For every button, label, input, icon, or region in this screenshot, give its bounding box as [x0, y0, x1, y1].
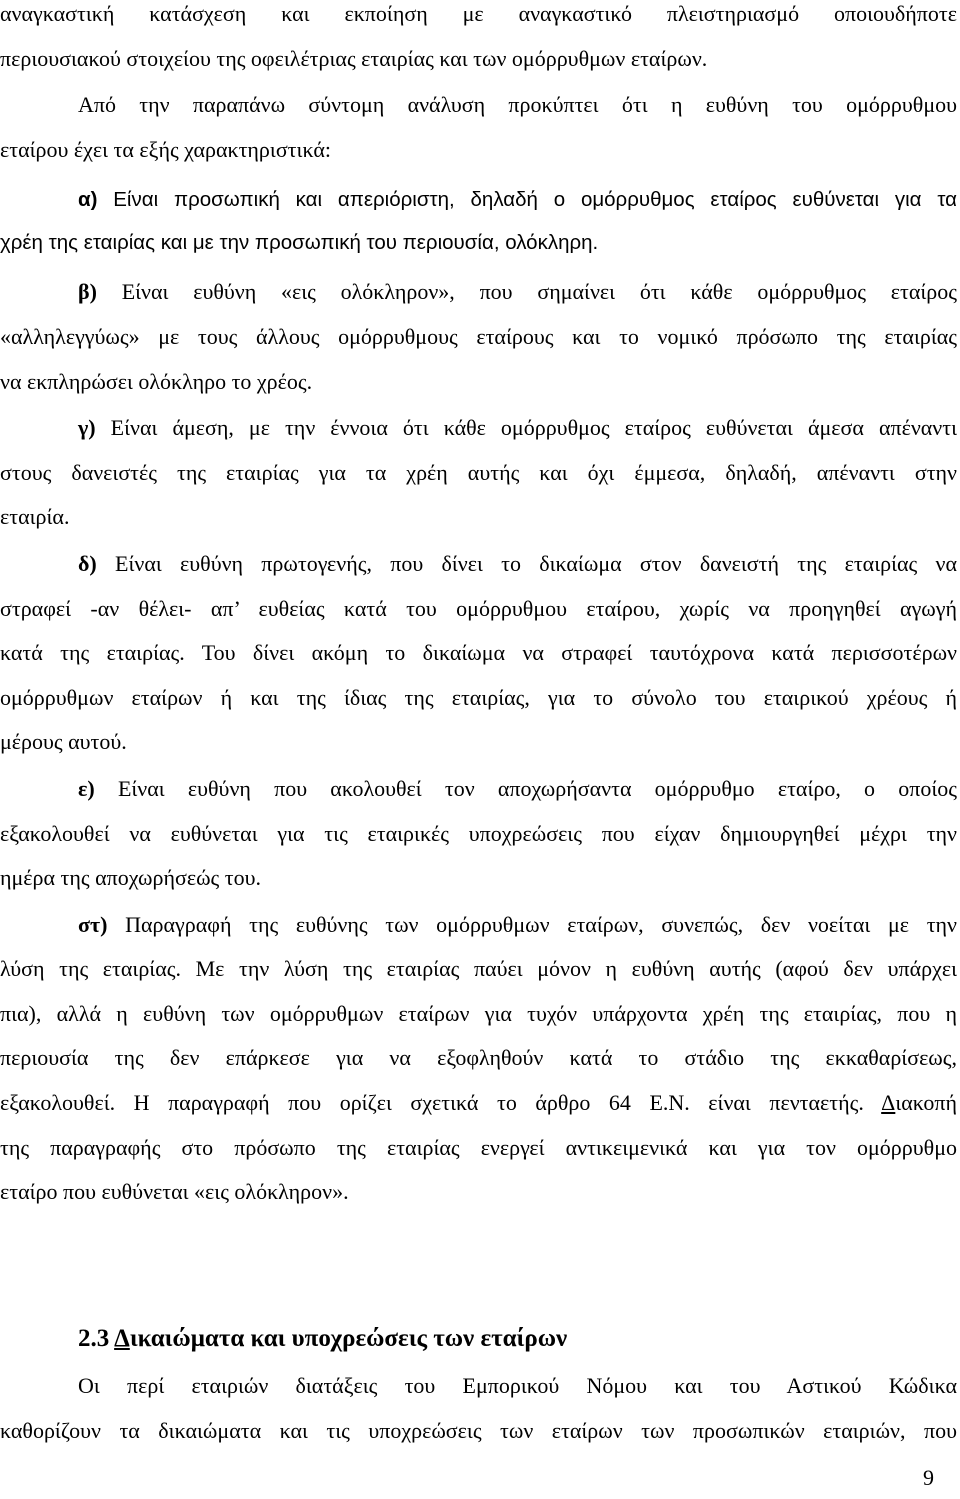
item-d-line-2: στραφεί -αν θέλει- απ’ ευθείας κατά του ομόρρυθμου εταίρου, χωρίς να προηγηθεί αγωγή	[0, 595, 957, 621]
item-b-line-3: να εκπληρώσει ολόκληρο το χρέος.	[0, 368, 313, 394]
summary-line-1: Από την παραπάνω σύντομη ανάλυση προκύπτει ότι η ευθύνη του ομόρρυθμου	[78, 92, 957, 118]
item-d-line-1	[0, 542, 957, 587]
item-f-marker: στ)	[78, 911, 108, 937]
item-f-text-5a: εξακολουθεί. Η παραγραφή που ορίζει σχετικά το άρθρο 64 Ε.Ν. είναι πενταετής.	[0, 1090, 882, 1116]
intro-paragraph	[0, 0, 957, 81]
item-f-paragraph	[0, 903, 957, 1215]
item-d-marker: δ)	[78, 550, 97, 576]
item-a-line-2: χρέη της εταιρίας και με την προσωπική του περιουσία, ολόκληρη.	[0, 231, 599, 255]
item-c-line-2: στους δανειστές της εταιρίας για τα χρέη αυτής και όχι έμμεσα, δηλαδή, απέναντι στην	[0, 459, 957, 485]
item-b-line-1	[0, 270, 957, 315]
item-e-line-3: ημέρα της αποχωρήσεώς του.	[0, 865, 262, 891]
item-d-paragraph	[0, 542, 957, 765]
item-e-paragraph	[0, 767, 957, 901]
section-title-first-letter: Δ	[114, 1325, 130, 1352]
item-f-line-4: περιουσία της δεν επάρκεσε για να εξοφληθούν κατά το στάδιο της εκκαθαρίσεως,	[0, 1045, 957, 1071]
item-f-line-6: της παραγραφής στο πρόσωπο της εταιρίας ενεργεί αντικειμενικά και για τον ομόρρυθμο	[0, 1134, 957, 1160]
intro-line-1: αναγκαστική κατάσχεση και εκποίηση με αναγκαστικό πλειστηριασμό οποιουδήποτε	[0, 1, 957, 26]
item-d-line-5: μέρους αυτού.	[0, 729, 127, 755]
item-a-text-1: Είναι προσωπική και απεριόριστη, δηλαδή ο ομόρρυθμος εταίρος ευθύνεται για τα	[97, 188, 957, 212]
item-c-text-1: Είναι άμεση, με την έννοια ότι κάθε ομόρρυθμος εταίρος ευθύνεται άμεσα απέναντι	[95, 415, 957, 441]
section-number: 2.3	[78, 1325, 115, 1352]
item-f-text-5c: ιακοπή	[895, 1090, 957, 1116]
item-c-paragraph	[0, 406, 957, 540]
item-b-line-2: «αλληλεγγύως» με τους άλλους ομόρρυθμους εταίρους και το νομικό πρόσωπο της εταιρίας	[0, 323, 957, 349]
page-number: 9	[923, 1465, 934, 1490]
item-a-line-1	[0, 178, 957, 221]
item-b-paragraph	[0, 270, 957, 404]
item-c-line-1	[0, 406, 957, 451]
item-f-text-1: Παραγραφή της ευθύνης των ομόρρυθμων εταίρων, συνεπώς, δεν νοείται με την	[107, 911, 957, 937]
item-e-text-1: Είναι ευθύνη που ακολουθεί τον αποχωρήσαντα ομόρρυθμο εταίρο, ο οποίος	[94, 775, 957, 801]
item-a-marker: α)	[78, 188, 98, 212]
item-b-marker: β)	[78, 279, 97, 305]
intro-line-2: περιουσιακού στοιχείου της οφειλέτριας εταιρίας και των ομόρρυθμων εταίρων.	[0, 45, 708, 71]
item-c-marker: γ)	[78, 415, 96, 441]
item-d-line-4: ομόρρυθμων εταίρων ή και της ίδιας της εταιρίας, για το σύνολο του εταιρικού χρέους ή	[0, 684, 957, 710]
item-f-line-1	[0, 903, 957, 948]
section-line-2: καθορίζουν τα δικαιώματα και τις υποχρεώσεις των εταίρων των προσωπικών εταιριών, που	[0, 1417, 957, 1443]
item-a-paragraph	[0, 178, 957, 264]
summary-line-2: εταίρου έχει τα εξής χαρακτηριστικά:	[0, 136, 331, 162]
item-f-text-5b: Δ	[881, 1090, 896, 1116]
summary-paragraph	[0, 83, 957, 172]
item-d-line-3: κατά της εταιρίας. Του δίνει ακόμη το δικαίωμα να στραφεί ταυτόχρονα κατά περισσοτέρων	[0, 640, 957, 666]
item-e-marker: ε)	[78, 775, 95, 801]
section-line-1: Οι περί εταιριών διατάξεις του Εμπορικού Νόμου και του Αστικού Κώδικα	[78, 1373, 957, 1398]
item-e-line-2: εξακολουθεί να ευθύνεται για τις εταιρικές υποχρεώσεις που είχαν δημιουργηθεί μέχρι την	[0, 820, 957, 846]
section-title-rest: ικαιώματα και υποχρεώσεις των εταίρων	[129, 1325, 568, 1352]
section-heading	[78, 1322, 567, 1356]
item-d-text-1: Είναι ευθύνη πρωτογενής, που δίνει το δικαίωμα στον δανειστή της εταιρίας να	[96, 550, 957, 576]
item-f-line-3: πια), αλλά η ευθύνη των ομόρρυθμων εταίρων για τυχόν υπάρχοντα χρέη της εταιρίας, που η	[0, 1000, 957, 1026]
item-f-line-2: λύση της εταιρίας. Με την λύση της εταιρίας παύει μόνον η ευθύνη αυτής (αφού δεν υπάρχει	[0, 956, 957, 982]
item-b-text-1: Είναι ευθύνη «εις ολόκληρον», που σημαίνει ότι κάθε ομόρρυθμος εταίρος	[96, 279, 957, 305]
section-paragraph	[0, 1364, 957, 1453]
item-f-line-5	[0, 1081, 957, 1126]
item-e-line-1	[0, 767, 957, 812]
item-f-line-7: εταίρο που ευθύνεται «εις ολόκληρον».	[0, 1179, 349, 1205]
item-c-line-3: εταιρία.	[0, 504, 70, 530]
